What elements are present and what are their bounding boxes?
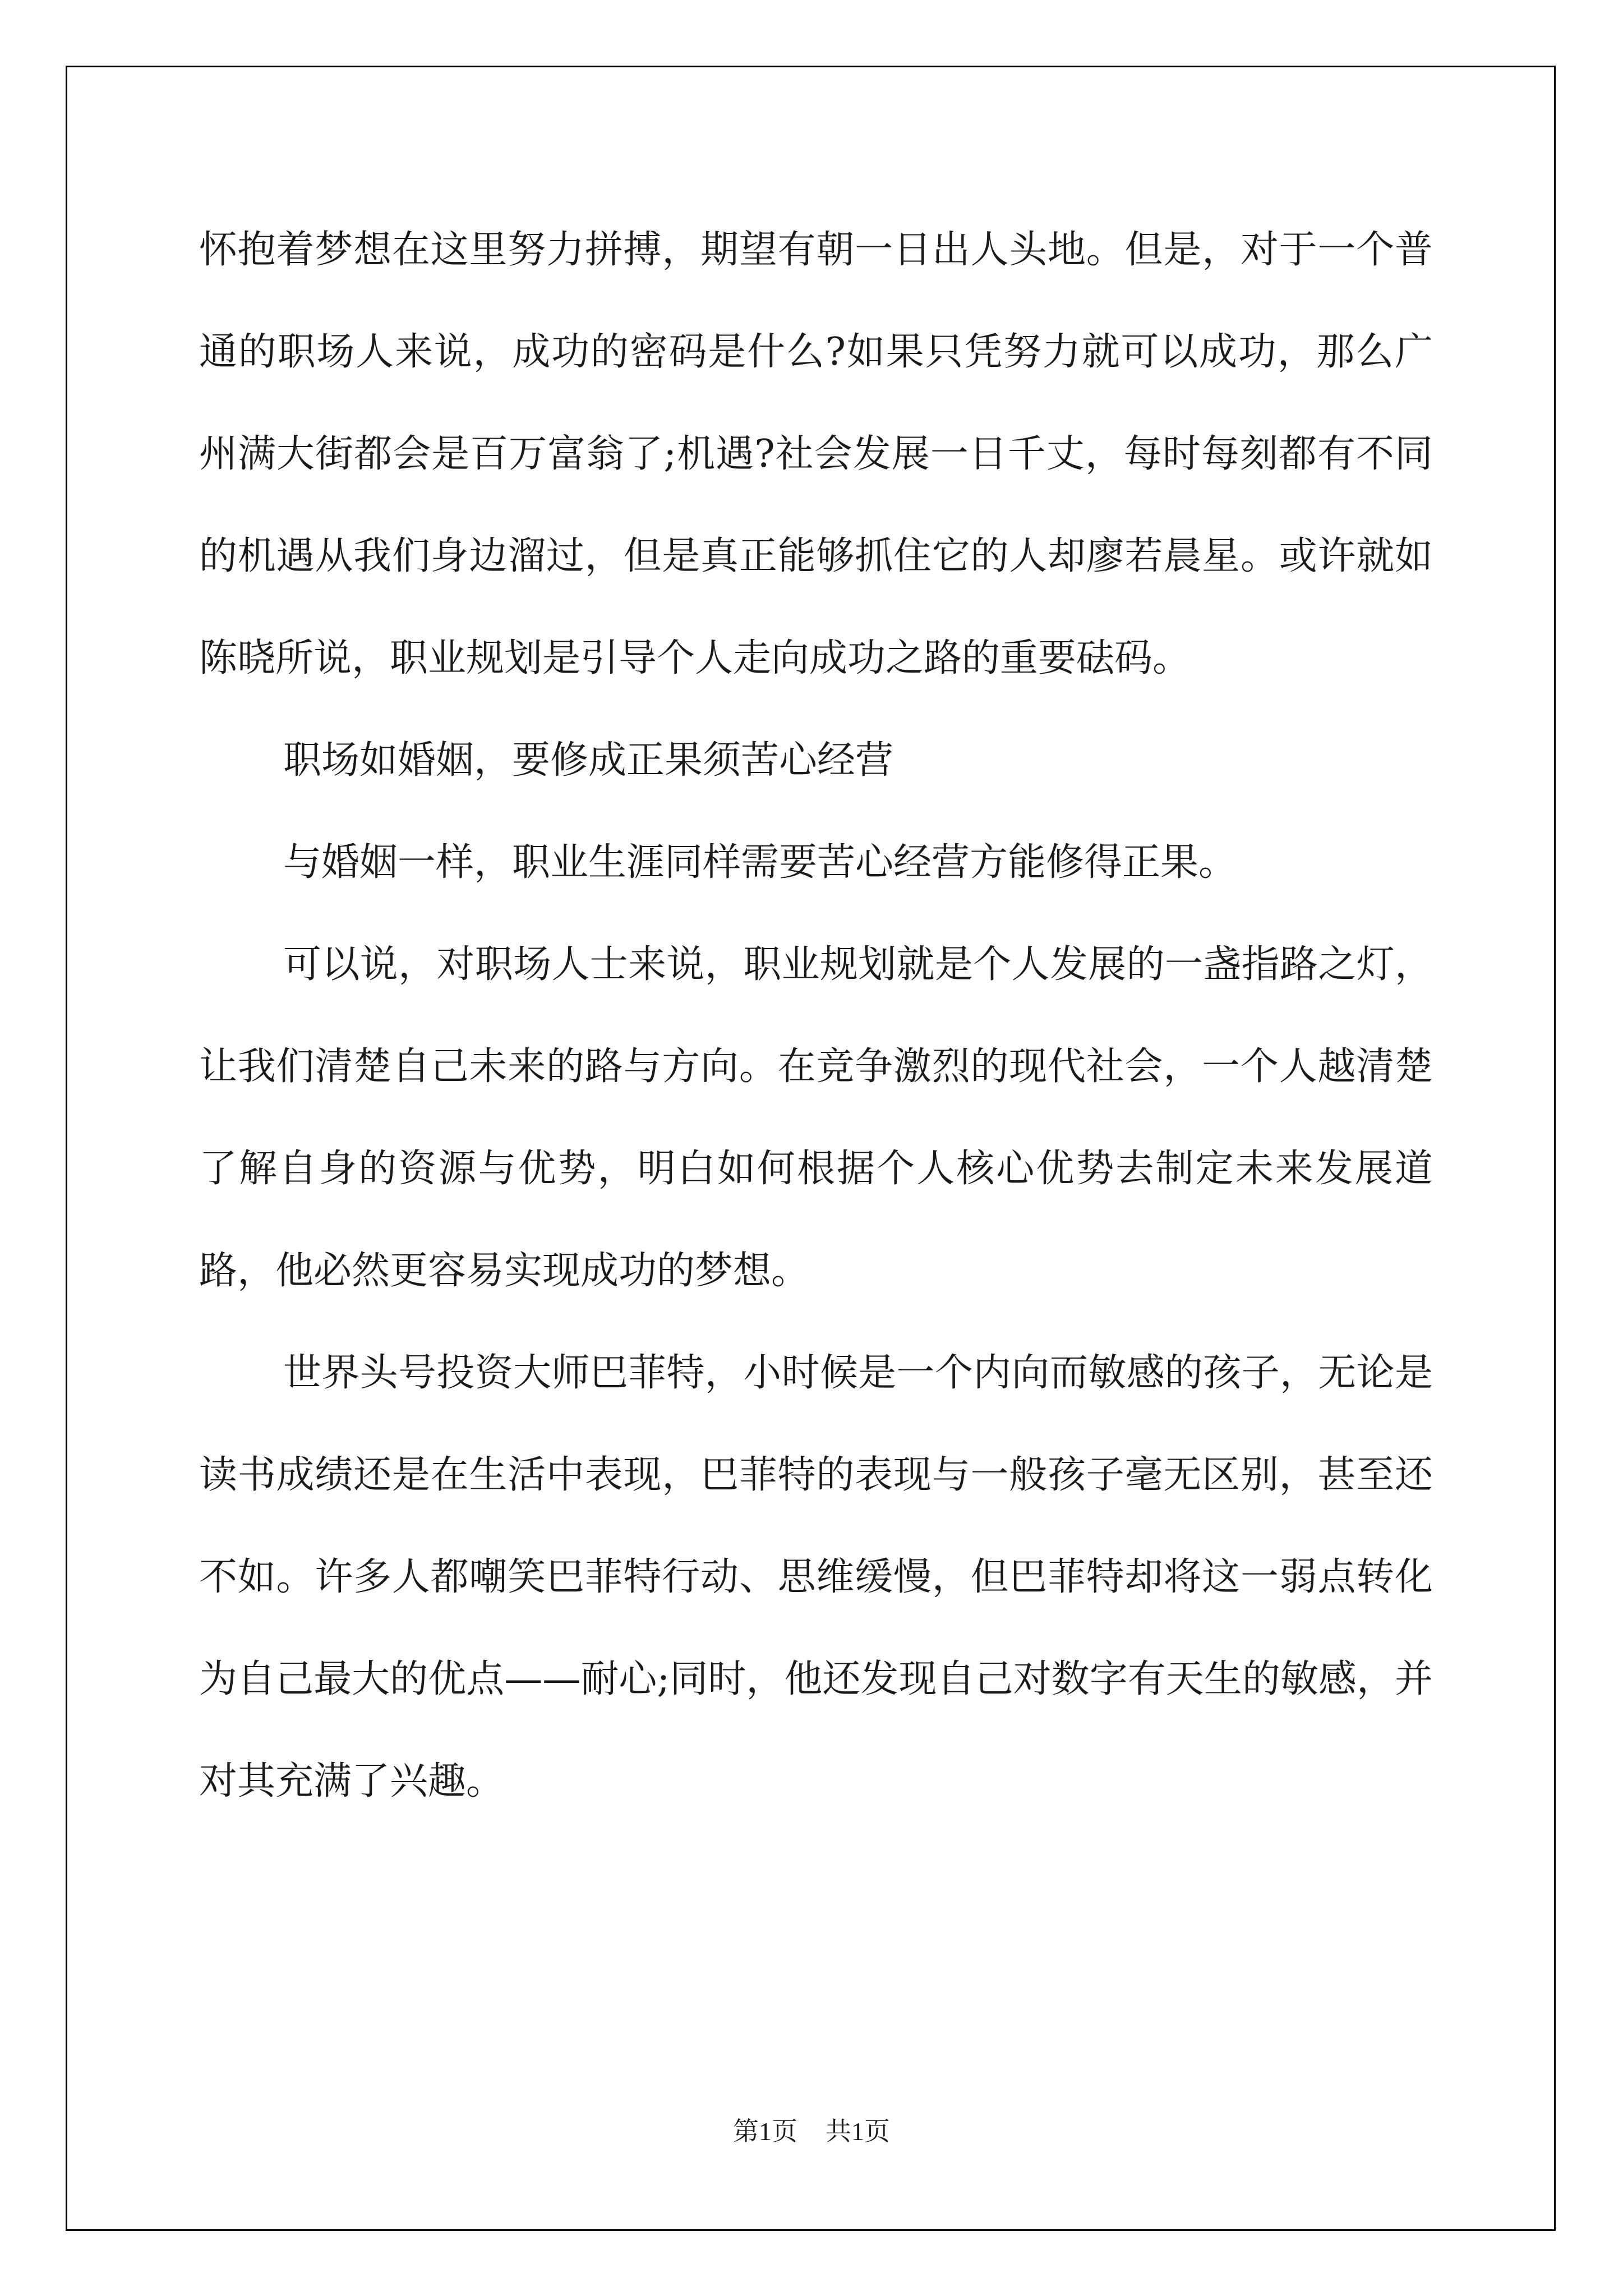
page-total: 共1页 — [826, 2117, 890, 2146]
page-footer — [0, 2115, 1623, 2148]
paragraph-5: 世界头号投资大师巴菲特，小时候是一个内向而敏感的孩子，无论是读书成绩还是在生活中表现，巴菲特的表现与一般孩子毫无区别，甚至还不如。许多人都嘲笑巴菲特行动、思维缓慢，但巴菲特却将这一弱点转化为自己最大的优点——耐心;同时，他还发现自己对数字有天生的敏感，并对其充满了兴趣。 — [199, 1351, 1433, 1803]
paragraph-2-heading: 职场如婚姻，要修成正果须苦心经营 — [283, 738, 894, 783]
page-number: 第1页 — [733, 2117, 797, 2146]
paragraph-4: 可以说，对职场人士来说，职业规划就是个人发展的一盏指路之灯，让我们清楚自己未来的路与方向。在竞争激烈的现代社会，一个人越清楚了解自身的资源与优势，明白如何根据个人核心优势去制定未来发展道路，他必然更容易实现成功的梦想。 — [199, 942, 1433, 1293]
document-body — [199, 199, 1433, 1833]
paragraph-3: 与婚姻一样，职业生涯同样需要苦心经营方能修得正果。 — [283, 840, 1237, 885]
paragraph-1: 怀抱着梦想在这里努力拼搏，期望有朝一日出人头地。但是，对于一个普通的职场人来说，成功的密码是什么?如果只凭努力就可以成功，那么广州满大街都会是百万富翁了;机遇?社会发展一日千丈，每时每刻都有不同的机遇从我们身边溜过，但是真正能够抓住它的人却廖若晨星。或许就如陈晓所说，职业规划是引导个人走向成功之路的重要砝码。 — [199, 228, 1433, 680]
